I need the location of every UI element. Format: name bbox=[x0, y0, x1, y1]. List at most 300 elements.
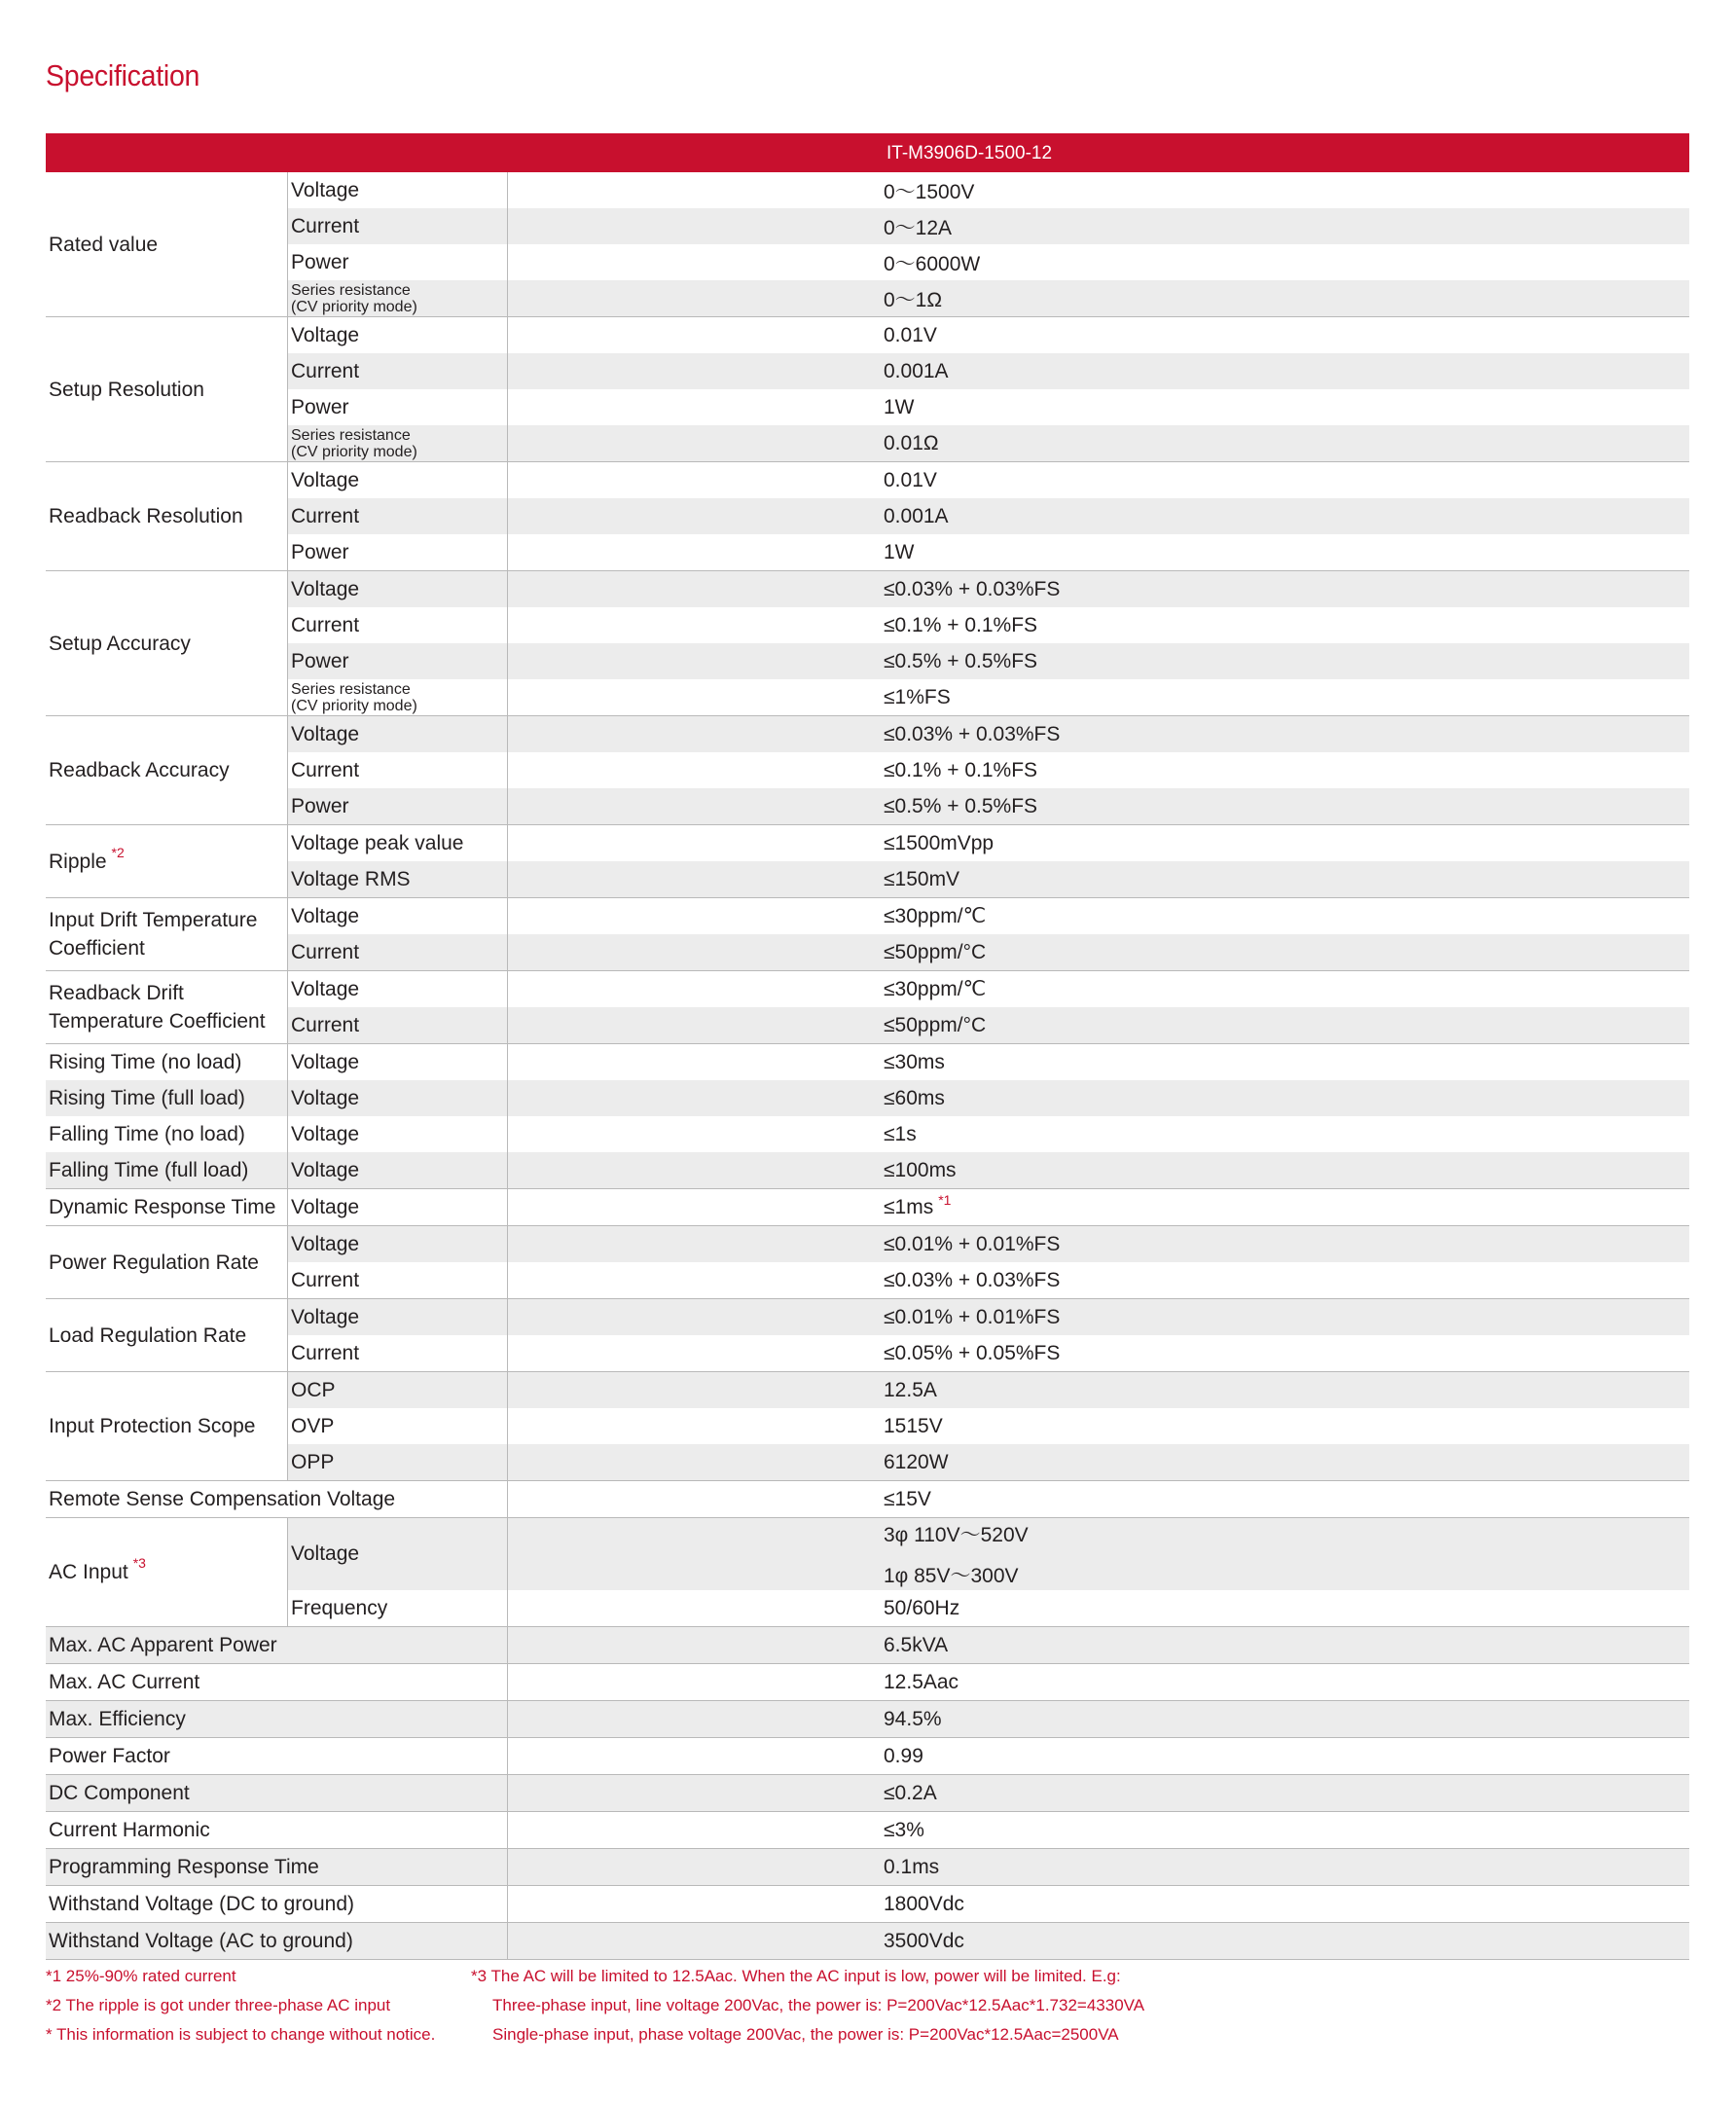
row-sublabel bbox=[287, 1116, 508, 1152]
row-value bbox=[508, 1775, 1689, 1811]
row-sublabel bbox=[287, 389, 508, 425]
spec-group bbox=[46, 971, 1689, 1044]
row-label: Remote Sense Compensation Voltage bbox=[46, 1481, 508, 1517]
value-text: 0～6000W bbox=[884, 252, 981, 275]
spec-group bbox=[46, 1226, 1689, 1299]
row-sublabel bbox=[287, 1080, 508, 1116]
row-sublabel: Frequency bbox=[287, 1590, 508, 1626]
table-body bbox=[46, 172, 1689, 1960]
value-text: 0～1Ω bbox=[884, 288, 943, 311]
table-row bbox=[287, 1372, 1689, 1408]
row-value bbox=[508, 1080, 1689, 1116]
table-row bbox=[287, 1335, 1689, 1371]
category-text: Rated value bbox=[49, 233, 159, 256]
table-row bbox=[287, 425, 1689, 461]
row-label: Max. AC Apparent Power bbox=[46, 1627, 508, 1663]
group-category bbox=[46, 1226, 287, 1298]
value-text: ≤100ms bbox=[884, 1158, 957, 1181]
row-value bbox=[508, 208, 1689, 244]
table-row bbox=[287, 607, 1689, 643]
sublabel-text: Current bbox=[291, 214, 360, 237]
value-text: 0.99 bbox=[884, 1744, 923, 1767]
row-value bbox=[508, 861, 1689, 897]
value-text: ≤50ppm/°C bbox=[884, 1013, 987, 1036]
row-label: Max. Efficiency bbox=[46, 1701, 508, 1737]
value-text: ≤0.2A bbox=[884, 1781, 937, 1804]
value-text: 12.5A bbox=[884, 1378, 937, 1401]
spec-rows bbox=[287, 1518, 1689, 1626]
value-text: 1W bbox=[884, 540, 915, 563]
row-value bbox=[508, 1116, 1689, 1152]
value-text: 0.1ms bbox=[884, 1855, 940, 1878]
spec-rows bbox=[287, 1299, 1689, 1371]
row-sublabel bbox=[287, 498, 508, 534]
model-name: IT-M3906D-1500-12 bbox=[886, 143, 1053, 163]
sublabel-text: Series resistance bbox=[291, 281, 411, 299]
spec-group bbox=[46, 571, 1689, 716]
group-category bbox=[46, 825, 287, 897]
value-text: 1W bbox=[884, 395, 915, 418]
row-sublabel bbox=[287, 462, 508, 498]
footnote: *3 The AC will be limited to 12.5Aac. When the AC input is low, power will be limited. E.g: bbox=[471, 1967, 1121, 1985]
value-text: 0.01V bbox=[884, 468, 937, 491]
group-category bbox=[46, 971, 287, 1043]
category-text: Input Drift Temperature Coefficient bbox=[49, 909, 258, 960]
group-category bbox=[46, 898, 287, 970]
value-text: ≤0.03% + 0.03%FS bbox=[884, 577, 1061, 600]
category-text: Readback Resolution bbox=[49, 505, 243, 527]
table-row bbox=[287, 498, 1689, 534]
sublabel-text: Current bbox=[291, 758, 360, 781]
spec-group bbox=[46, 317, 1689, 462]
category-text: Power Regulation Rate bbox=[49, 1251, 259, 1274]
value-text: 6120W bbox=[884, 1450, 949, 1473]
row-value bbox=[508, 1738, 1689, 1774]
table-row bbox=[287, 172, 1689, 208]
value-text: ≤0.1% + 0.1%FS bbox=[884, 758, 1038, 781]
table-row bbox=[287, 971, 1689, 1007]
footnote: *2 The ripple is got under three-phase AC input bbox=[46, 1996, 391, 2014]
table-row bbox=[46, 1775, 1689, 1812]
table-row bbox=[46, 1886, 1689, 1923]
row-sublabel bbox=[287, 788, 508, 824]
table-row bbox=[46, 1627, 1689, 1664]
spec-rows bbox=[287, 571, 1689, 715]
row-value bbox=[508, 353, 1689, 389]
table-row bbox=[287, 534, 1689, 570]
row-label: Max. AC Current bbox=[46, 1664, 508, 1700]
value-text: ≤0.05% + 0.05%FS bbox=[884, 1341, 1061, 1364]
spec-group bbox=[46, 462, 1689, 571]
table-row bbox=[46, 1664, 1689, 1701]
row-sublabel bbox=[287, 244, 508, 280]
row-value bbox=[508, 934, 1689, 970]
row-sublabel bbox=[287, 643, 508, 679]
row-sublabel bbox=[287, 679, 508, 715]
row-value bbox=[508, 1335, 1689, 1371]
row-value bbox=[508, 1444, 1689, 1480]
row-category: Rising Time (full load) bbox=[49, 1087, 245, 1109]
row-value bbox=[508, 788, 1689, 824]
row-sublabel bbox=[287, 534, 508, 570]
value-text: ≤0.03% + 0.03%FS bbox=[884, 1268, 1061, 1291]
table-row bbox=[287, 353, 1689, 389]
spec-group bbox=[46, 898, 1689, 971]
sublabel-text: Voltage bbox=[291, 1195, 360, 1218]
spec-rows bbox=[46, 1044, 1689, 1188]
sublabel-note: (CV priority mode) bbox=[291, 298, 417, 315]
sublabel-text: Current bbox=[291, 504, 360, 527]
group-category bbox=[46, 317, 287, 461]
value-text: 0.001A bbox=[884, 504, 949, 527]
table-row bbox=[287, 825, 1689, 861]
row-value bbox=[508, 898, 1689, 934]
spec-group bbox=[46, 825, 1689, 898]
row-value bbox=[508, 1262, 1689, 1298]
row-value bbox=[508, 1408, 1689, 1444]
row-label: Programming Response Time bbox=[46, 1849, 508, 1885]
row-value bbox=[508, 462, 1689, 498]
row-sublabel bbox=[287, 716, 508, 752]
row-value bbox=[508, 1518, 1689, 1590]
row-sublabel bbox=[287, 208, 508, 244]
row-sublabel bbox=[287, 898, 508, 934]
table-row bbox=[287, 1590, 1689, 1626]
value-text: 0.01Ω bbox=[884, 431, 939, 454]
value-text: ≤30ppm/℃ bbox=[884, 978, 987, 1000]
row-sublabel bbox=[287, 1226, 508, 1262]
category-text: AC Input bbox=[49, 1561, 128, 1583]
spec-group bbox=[46, 716, 1689, 825]
row-value bbox=[508, 1299, 1689, 1335]
spec-rows bbox=[287, 462, 1689, 570]
sublabel-note: (CV priority mode) bbox=[291, 697, 417, 714]
sublabel-text: OPP bbox=[291, 1450, 335, 1473]
sublabel-text: Power bbox=[291, 794, 349, 817]
footnotes-left bbox=[46, 1962, 435, 2049]
row-value bbox=[508, 1044, 1689, 1080]
value-text: ≤0.01% + 0.01%FS bbox=[884, 1232, 1061, 1255]
table-row bbox=[287, 1299, 1689, 1335]
row-value bbox=[508, 1372, 1689, 1408]
spec-group bbox=[46, 1189, 1689, 1226]
row-value bbox=[508, 317, 1689, 353]
row-sublabel bbox=[287, 1299, 508, 1335]
sublabel-text: Voltage bbox=[291, 904, 360, 927]
row-value bbox=[508, 1923, 1689, 1959]
row-sublabel bbox=[287, 1189, 508, 1225]
group-category bbox=[46, 172, 287, 316]
spec-rows bbox=[287, 1226, 1689, 1298]
row-value bbox=[508, 1886, 1689, 1922]
value-text: 1800Vdc bbox=[884, 1892, 964, 1915]
row-value bbox=[508, 971, 1689, 1007]
table-row bbox=[46, 1152, 1689, 1188]
spec-group bbox=[46, 1518, 1689, 1627]
sublabel-text: Voltage bbox=[291, 1305, 360, 1328]
value-text: ≤0.5% + 0.5%FS bbox=[884, 649, 1038, 672]
sublabel-text: Current bbox=[291, 613, 360, 636]
table-row bbox=[287, 1408, 1689, 1444]
row-value bbox=[508, 1664, 1689, 1700]
spec-rows bbox=[287, 898, 1689, 970]
row-label: DC Component bbox=[46, 1775, 508, 1811]
row-value bbox=[508, 643, 1689, 679]
footnote: *1 25%-90% rated current bbox=[46, 1967, 236, 1985]
value-text: 1515V bbox=[884, 1414, 943, 1437]
footnote: Single-phase input, phase voltage 200Vac, the power is: P=200Vac*12.5Aac=2500VA bbox=[492, 2025, 1119, 2044]
row-value bbox=[508, 498, 1689, 534]
row-sublabel bbox=[287, 934, 508, 970]
page-title: Specification bbox=[46, 58, 200, 92]
sublabel-text: Voltage bbox=[291, 1086, 360, 1109]
group-category bbox=[46, 462, 287, 570]
footnote-mark: *1 bbox=[938, 1191, 952, 1208]
sublabel-text: Voltage bbox=[291, 977, 360, 1000]
sublabel-text: Voltage bbox=[291, 1232, 360, 1255]
row-sublabel bbox=[287, 317, 508, 353]
row-value bbox=[508, 244, 1689, 280]
value-text: ≤1ms bbox=[884, 1195, 934, 1218]
value-text: ≤3% bbox=[884, 1818, 924, 1841]
table-row bbox=[287, 898, 1689, 934]
row-sublabel bbox=[287, 971, 508, 1007]
spec-rows bbox=[287, 172, 1689, 316]
group-category bbox=[46, 1372, 287, 1480]
spec-rows bbox=[287, 971, 1689, 1043]
sublabel-text: Current bbox=[291, 1268, 360, 1291]
value-text: ≤1500mVpp bbox=[884, 831, 995, 854]
value-text: ≤0.01% + 0.01%FS bbox=[884, 1305, 1061, 1328]
row-sublabel bbox=[287, 353, 508, 389]
value-text: 3500Vdc bbox=[884, 1929, 964, 1952]
sublabel-text: Voltage bbox=[291, 323, 360, 346]
sublabel-text: Power bbox=[291, 250, 349, 273]
value-text: 50/60Hz bbox=[884, 1596, 960, 1619]
spec-table bbox=[46, 133, 1689, 1960]
table-row bbox=[46, 1481, 1689, 1518]
value-text: 94.5% bbox=[884, 1707, 942, 1730]
row-sublabel bbox=[287, 1152, 508, 1188]
footnote-mark: *2 bbox=[111, 844, 125, 860]
table-row bbox=[287, 1444, 1689, 1480]
category-text: Readback Drift Temperature Coefficient bbox=[49, 982, 266, 1033]
row-sublabel bbox=[287, 861, 508, 897]
row-value bbox=[508, 425, 1689, 461]
row-sublabel bbox=[287, 1408, 508, 1444]
spec-group bbox=[46, 1299, 1689, 1372]
row-value bbox=[508, 571, 1689, 607]
row-label: Withstand Voltage (DC to ground) bbox=[46, 1886, 508, 1922]
category-text: Ripple bbox=[49, 850, 107, 873]
category-text: Readback Accuracy bbox=[49, 759, 230, 781]
category-text: Input Protection Scope bbox=[49, 1415, 256, 1437]
table-row bbox=[287, 462, 1689, 498]
row-category: Falling Time (full load) bbox=[49, 1159, 249, 1181]
group-category bbox=[46, 1189, 287, 1225]
sublabel-note: (CV priority mode) bbox=[291, 443, 417, 460]
row-sublabel bbox=[287, 607, 508, 643]
value-text: ≤30ms bbox=[884, 1050, 945, 1073]
category-text: Load Regulation Rate bbox=[49, 1323, 247, 1347]
table-row bbox=[46, 1738, 1689, 1775]
table-row bbox=[46, 1923, 1689, 1960]
value-text: ≤150mV bbox=[884, 867, 960, 890]
row-label: Power Factor bbox=[46, 1738, 508, 1774]
row-value bbox=[508, 280, 1689, 316]
table-row bbox=[287, 716, 1689, 752]
sublabel-text: OVP bbox=[291, 1414, 335, 1437]
table-row bbox=[46, 1701, 1689, 1738]
group-category bbox=[46, 1299, 287, 1371]
table-row bbox=[46, 1080, 1689, 1116]
sublabel-text: OCP bbox=[291, 1378, 336, 1401]
table-row bbox=[287, 1189, 1689, 1225]
spec-rows bbox=[287, 716, 1689, 824]
row-category: Rising Time (no load) bbox=[49, 1051, 242, 1073]
value-text: 0～1500V bbox=[884, 180, 975, 203]
sublabel-text: Voltage peak value bbox=[291, 831, 464, 854]
group-category bbox=[46, 1518, 287, 1626]
sublabel-text: Current bbox=[291, 940, 360, 963]
table-row bbox=[46, 1044, 1689, 1080]
table-row bbox=[46, 1812, 1689, 1849]
row-sublabel bbox=[287, 1444, 508, 1480]
table-row bbox=[287, 1518, 1689, 1590]
row-sublabel bbox=[287, 1335, 508, 1371]
row-sublabel bbox=[287, 280, 508, 316]
sublabel-text: Current bbox=[291, 1013, 360, 1036]
group-category bbox=[46, 571, 287, 715]
spec-group bbox=[46, 1044, 1689, 1189]
row-value bbox=[508, 534, 1689, 570]
row-value bbox=[508, 716, 1689, 752]
value-text: 1φ 85V～300V bbox=[884, 1565, 1019, 1587]
row-sublabel bbox=[287, 425, 508, 461]
row-value bbox=[508, 825, 1689, 861]
spec-group bbox=[46, 172, 1689, 317]
sublabel-text: Series resistance bbox=[291, 680, 411, 698]
value-text: 0.01V bbox=[884, 323, 937, 346]
row-value bbox=[508, 172, 1689, 208]
row-sublabel bbox=[287, 1007, 508, 1043]
table-row bbox=[287, 244, 1689, 280]
value-text: ≤1%FS bbox=[884, 685, 951, 708]
category-text: Dynamic Response Time bbox=[49, 1196, 276, 1218]
sublabel-text: Current bbox=[291, 359, 360, 382]
footnote: Three-phase input, line voltage 200Vac, the power is: P=200Vac*12.5Aac*1.732=4330VA bbox=[492, 1996, 1145, 2014]
row-sublabel bbox=[287, 172, 508, 208]
sublabel-text: Voltage bbox=[291, 468, 360, 491]
sublabel-text: Power bbox=[291, 540, 349, 563]
row-value bbox=[508, 752, 1689, 788]
sublabel-text: Voltage bbox=[291, 722, 360, 745]
value-text: 0.001A bbox=[884, 359, 949, 382]
value-text: 3φ 110V～520V bbox=[884, 1524, 1029, 1546]
row-sublabel bbox=[287, 752, 508, 788]
table-row bbox=[287, 317, 1689, 353]
row-value bbox=[508, 1152, 1689, 1188]
spec-rows bbox=[287, 1372, 1689, 1480]
table-row bbox=[287, 1226, 1689, 1262]
value-text: ≤1s bbox=[884, 1122, 917, 1145]
value-text: ≤0.03% + 0.03%FS bbox=[884, 722, 1061, 745]
table-row bbox=[287, 571, 1689, 607]
spec-rows bbox=[287, 825, 1689, 897]
table-row bbox=[287, 934, 1689, 970]
table-row bbox=[287, 1262, 1689, 1298]
row-sublabel bbox=[287, 571, 508, 607]
spec-rows bbox=[287, 317, 1689, 461]
table-row bbox=[46, 1116, 1689, 1152]
row-value bbox=[508, 1189, 1689, 1225]
table-row bbox=[287, 679, 1689, 715]
row-category: Falling Time (no load) bbox=[49, 1123, 245, 1145]
table-row bbox=[287, 389, 1689, 425]
sublabel-text: Voltage bbox=[291, 1122, 360, 1145]
table-row bbox=[46, 1849, 1689, 1886]
value-text: ≤30ppm/℃ bbox=[884, 905, 987, 927]
sublabel-text: Voltage bbox=[291, 1158, 360, 1181]
row-sublabel bbox=[287, 1372, 508, 1408]
table-row bbox=[287, 861, 1689, 897]
value-text: ≤15V bbox=[884, 1487, 931, 1510]
row-value bbox=[508, 1226, 1689, 1262]
row-value bbox=[508, 1481, 1689, 1517]
row-sublabel bbox=[287, 825, 508, 861]
value-text: ≤0.5% + 0.5%FS bbox=[884, 794, 1038, 817]
group-category bbox=[46, 716, 287, 824]
row-sublabel bbox=[287, 1044, 508, 1080]
table-row bbox=[287, 788, 1689, 824]
row-sublabel: Voltage bbox=[287, 1518, 508, 1590]
row-value bbox=[508, 389, 1689, 425]
row-value bbox=[508, 1812, 1689, 1848]
footnotes-right bbox=[471, 1962, 1144, 2049]
sublabel-text: Power bbox=[291, 649, 349, 672]
row-label: Withstand Voltage (AC to ground) bbox=[46, 1923, 508, 1959]
value-text: ≤0.1% + 0.1%FS bbox=[884, 613, 1038, 636]
row-value bbox=[508, 1701, 1689, 1737]
table-row bbox=[287, 1007, 1689, 1043]
row-value bbox=[508, 1590, 1689, 1626]
value-text: 0～12A bbox=[884, 216, 953, 239]
sublabel-text: Voltage bbox=[291, 577, 360, 600]
row-value bbox=[508, 607, 1689, 643]
row-value bbox=[508, 1627, 1689, 1663]
table-row bbox=[287, 208, 1689, 244]
value-text: ≤50ppm/°C bbox=[884, 940, 987, 963]
table-row bbox=[287, 752, 1689, 788]
row-value bbox=[508, 1007, 1689, 1043]
row-value bbox=[508, 679, 1689, 715]
row-label: Current Harmonic bbox=[46, 1812, 508, 1848]
table-row bbox=[287, 280, 1689, 316]
value-text: 12.5Aac bbox=[884, 1670, 959, 1693]
spec-rows bbox=[287, 1189, 1689, 1225]
footnote: * This information is subject to change without notice. bbox=[46, 2025, 436, 2044]
sublabel-text: Voltage bbox=[291, 178, 360, 201]
row-value bbox=[508, 1849, 1689, 1885]
sublabel-text: Voltage RMS bbox=[291, 867, 411, 890]
row-sublabel bbox=[287, 1262, 508, 1298]
footnote-mark: *3 bbox=[132, 1555, 146, 1571]
table-row bbox=[287, 643, 1689, 679]
sublabel-text: Series resistance bbox=[291, 426, 411, 444]
spec-group bbox=[46, 1372, 1689, 1481]
sublabel-text: Current bbox=[291, 1341, 360, 1364]
table-header bbox=[46, 133, 1689, 172]
